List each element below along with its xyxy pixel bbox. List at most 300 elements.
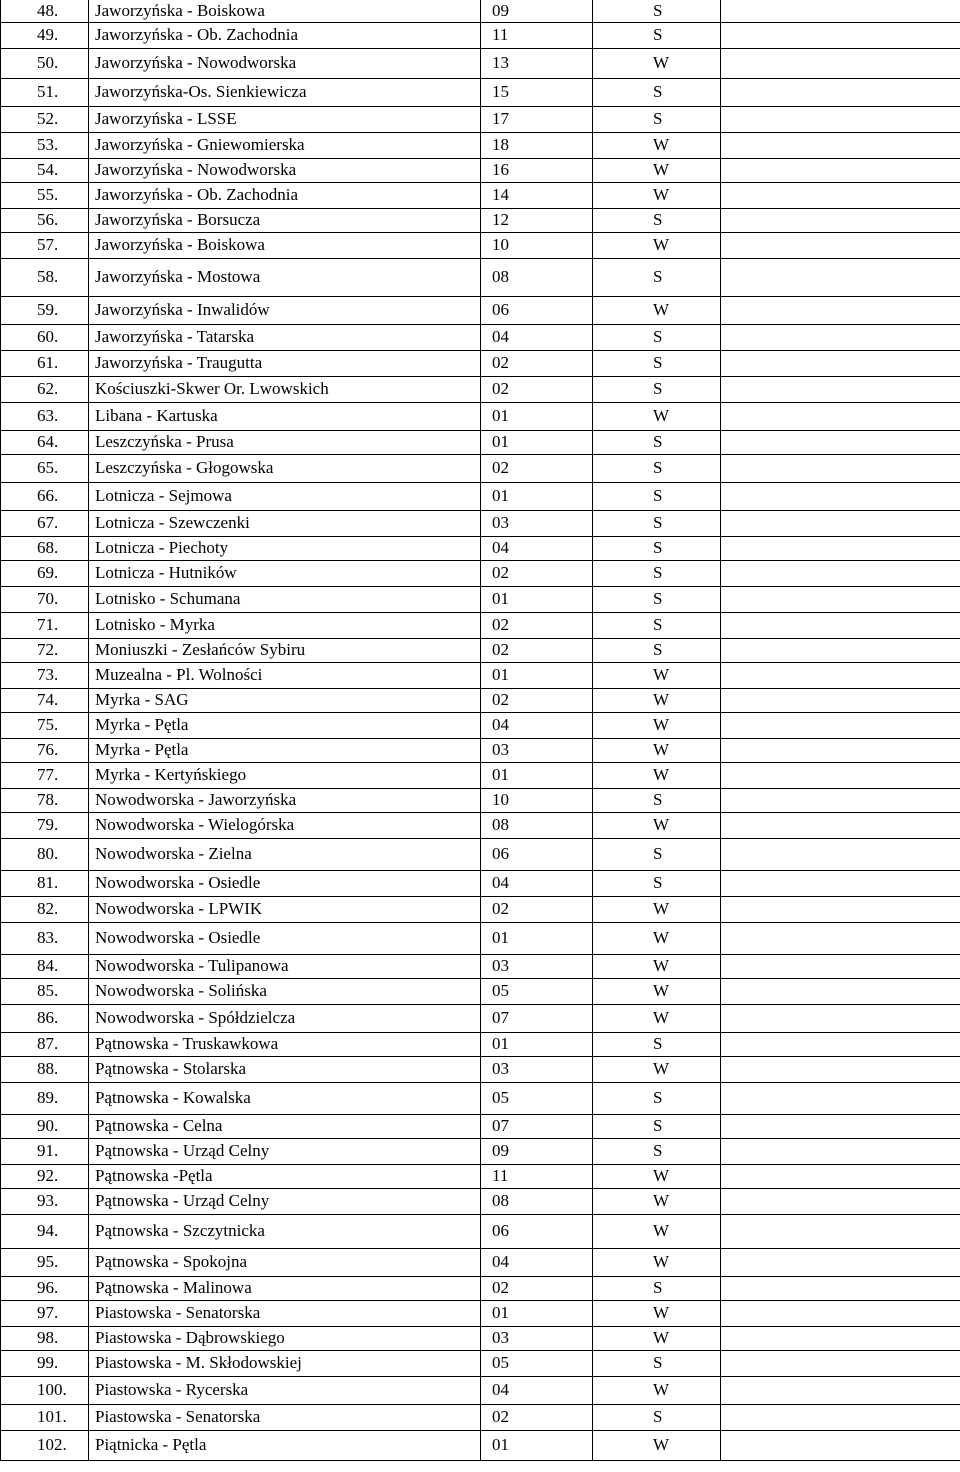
stop-name: Lotnicza - Sejmowa [89,482,481,510]
stop-name: Muzealna - Pl. Wolności [89,662,481,688]
table-row [1,922,960,954]
table-row [1,1004,960,1032]
stop-direction: W [593,812,721,838]
row-number: 53. [1,132,89,158]
stop-code: 01 [481,1032,593,1056]
stop-name: Jaworzyńska - Nowodworska [89,48,481,78]
empty-cell [721,838,960,870]
stop-code: 02 [481,1276,593,1300]
table-row [1,1404,960,1430]
empty-cell [721,788,960,812]
stop-code: 02 [481,1404,593,1430]
empty-cell [721,812,960,838]
table-row [1,158,960,182]
empty-cell [721,922,960,954]
stop-code: 03 [481,1056,593,1082]
stop-code: 02 [481,454,593,482]
row-number: 90. [1,1114,89,1138]
stop-name: Jaworzyńska - Boiskowa [89,232,481,258]
stop-name: Piastowska - Senatorska [89,1404,481,1430]
stop-name: Pątnowska - Stolarska [89,1056,481,1082]
table-row [1,536,960,560]
row-number: 88. [1,1056,89,1082]
stop-direction: W [593,182,721,208]
stop-direction: W [593,48,721,78]
stop-name: Leszczyńska - Głogowska [89,454,481,482]
row-number: 72. [1,638,89,662]
stop-code: 13 [481,48,593,78]
row-number: 64. [1,430,89,454]
table-row [1,350,960,376]
empty-cell [721,712,960,738]
table-row [1,454,960,482]
stop-direction: W [593,1300,721,1326]
stop-code: 03 [481,954,593,978]
row-number: 99. [1,1350,89,1376]
empty-cell [721,78,960,106]
stops-table-body [1,0,960,1460]
row-number: 69. [1,560,89,586]
table-row [1,22,960,48]
empty-cell [721,586,960,612]
stop-code: 01 [481,430,593,454]
row-number: 67. [1,510,89,536]
stop-code: 03 [481,738,593,762]
empty-cell [721,662,960,688]
stop-direction: S [593,1404,721,1430]
table-row [1,510,960,536]
empty-cell [721,688,960,712]
stop-direction: W [593,232,721,258]
row-number: 49. [1,22,89,48]
empty-cell [721,1430,960,1460]
stop-code: 17 [481,106,593,132]
stop-name: Pątnowska - Celna [89,1114,481,1138]
stop-name: Nowodworska - Zielna [89,838,481,870]
stop-code: 04 [481,324,593,350]
stop-code: 04 [481,536,593,560]
stop-name: Jaworzyńska-Os. Sienkiewicza [89,78,481,106]
empty-cell [721,0,960,22]
stop-direction: S [593,430,721,454]
stop-name: Myrka - SAG [89,688,481,712]
stop-code: 02 [481,612,593,638]
row-number: 74. [1,688,89,712]
stop-code: 10 [481,788,593,812]
stop-direction: W [593,738,721,762]
empty-cell [721,296,960,324]
stop-name: Libana - Kartuska [89,402,481,430]
row-number: 60. [1,324,89,350]
stop-name: Jaworzyńska - LSSE [89,106,481,132]
row-number: 86. [1,1004,89,1032]
table-row [1,612,960,638]
stop-name: Piastowska - Senatorska [89,1300,481,1326]
table-row [1,954,960,978]
stop-direction: S [593,78,721,106]
stop-code: 18 [481,132,593,158]
stop-name: Pątnowska - Szczytnicka [89,1214,481,1248]
table-row [1,1248,960,1276]
empty-cell [721,1138,960,1164]
empty-cell [721,232,960,258]
empty-cell [721,762,960,788]
stop-name: Pątnowska -Pętla [89,1164,481,1188]
stop-name: Jaworzyńska - Ob. Zachodnia [89,182,481,208]
table-row [1,1032,960,1056]
empty-cell [721,430,960,454]
stop-direction: S [593,482,721,510]
stop-direction: W [593,954,721,978]
table-row [1,1376,960,1404]
table-row [1,1214,960,1248]
stop-code: 15 [481,78,593,106]
row-number: 83. [1,922,89,954]
stop-direction: S [593,208,721,232]
stop-name: Myrka - Pętla [89,712,481,738]
table-row [1,48,960,78]
table-row [1,788,960,812]
empty-cell [721,870,960,896]
table-row [1,838,960,870]
stop-code: 06 [481,1214,593,1248]
stop-direction: S [593,1350,721,1376]
stop-code: 14 [481,182,593,208]
row-number: 102. [1,1430,89,1460]
table-row [1,0,960,22]
row-number: 93. [1,1188,89,1214]
table-row [1,762,960,788]
empty-cell [721,106,960,132]
row-number: 71. [1,612,89,638]
table-row [1,896,960,922]
stop-name: Nowodworska - LPWIK [89,896,481,922]
row-number: 101. [1,1404,89,1430]
stop-name: Jaworzyńska - Boiskowa [89,0,481,22]
stop-direction: S [593,350,721,376]
row-number: 84. [1,954,89,978]
empty-cell [721,158,960,182]
stop-name: Jaworzyńska - Traugutta [89,350,481,376]
table-row [1,1188,960,1214]
stop-code: 11 [481,22,593,48]
stop-code: 03 [481,1326,593,1350]
empty-cell [721,1004,960,1032]
table-row [1,1276,960,1300]
empty-cell [721,1188,960,1214]
table-row [1,1430,960,1460]
stop-name: Jaworzyńska - Borsucza [89,208,481,232]
row-number: 91. [1,1138,89,1164]
stop-direction: S [593,788,721,812]
row-number: 76. [1,738,89,762]
stop-code: 16 [481,158,593,182]
table-row [1,232,960,258]
stop-direction: S [593,586,721,612]
row-number: 73. [1,662,89,688]
stop-code: 06 [481,296,593,324]
empty-cell [721,560,960,586]
stop-code: 02 [481,638,593,662]
row-number: 89. [1,1082,89,1114]
stop-code: 07 [481,1004,593,1032]
stop-direction: S [593,838,721,870]
row-number: 95. [1,1248,89,1276]
empty-cell [721,1164,960,1188]
stop-direction: S [593,0,721,22]
table-row [1,1114,960,1138]
stop-direction: W [593,712,721,738]
row-number: 87. [1,1032,89,1056]
row-number: 85. [1,978,89,1004]
empty-cell [721,258,960,296]
stop-code: 01 [481,482,593,510]
empty-cell [721,978,960,1004]
table-row [1,482,960,510]
row-number: 48. [1,0,89,22]
stop-name: Piastowska - Dąbrowskiego [89,1326,481,1350]
stop-code: 08 [481,1188,593,1214]
stop-code: 04 [481,712,593,738]
stop-name: Nowodworska - Osiedle [89,922,481,954]
row-number: 78. [1,788,89,812]
row-number: 57. [1,232,89,258]
stop-direction: S [593,454,721,482]
stop-code: 11 [481,1164,593,1188]
row-number: 81. [1,870,89,896]
row-number: 66. [1,482,89,510]
stop-code: 01 [481,1430,593,1460]
row-number: 77. [1,762,89,788]
stop-name: Jaworzyńska - Inwalidów [89,296,481,324]
stop-direction: W [593,1056,721,1082]
stop-direction: W [593,1376,721,1404]
row-number: 62. [1,376,89,402]
stop-code: 03 [481,510,593,536]
row-number: 75. [1,712,89,738]
stop-name: Pątnowska - Malinowa [89,1276,481,1300]
stop-direction: W [593,402,721,430]
table-row [1,662,960,688]
empty-cell [721,132,960,158]
stop-code: 01 [481,762,593,788]
empty-cell [721,22,960,48]
empty-cell [721,638,960,662]
table-row [1,106,960,132]
table-row [1,430,960,454]
empty-cell [721,1248,960,1276]
stop-direction: W [593,662,721,688]
stop-name: Jaworzyńska - Ob. Zachodnia [89,22,481,48]
stop-name: Nowodworska - Spółdzielcza [89,1004,481,1032]
table-row [1,1300,960,1326]
table-row [1,296,960,324]
stop-name: Lotnicza - Szewczenki [89,510,481,536]
table-row [1,586,960,612]
stop-direction: S [593,376,721,402]
row-number: 97. [1,1300,89,1326]
stop-direction: W [593,688,721,712]
table-row [1,258,960,296]
empty-cell [721,454,960,482]
row-number: 56. [1,208,89,232]
empty-cell [721,482,960,510]
stop-code: 12 [481,208,593,232]
empty-cell [721,1404,960,1430]
row-number: 65. [1,454,89,482]
table-row [1,376,960,402]
stop-name: Pątnowska - Urząd Celny [89,1188,481,1214]
stop-name: Nowodworska - Solińska [89,978,481,1004]
row-number: 70. [1,586,89,612]
table-row [1,712,960,738]
stop-code: 02 [481,376,593,402]
stop-direction: S [593,258,721,296]
table-row [1,1138,960,1164]
stop-name: Nowodworska - Jaworzyńska [89,788,481,812]
stop-name: Pątnowska - Spokojna [89,1248,481,1276]
stop-direction: S [593,324,721,350]
empty-cell [721,954,960,978]
table-row [1,688,960,712]
stop-name: Piastowska - Rycerska [89,1376,481,1404]
row-number: 51. [1,78,89,106]
stop-code: 04 [481,1376,593,1404]
empty-cell [721,182,960,208]
stop-direction: S [593,106,721,132]
stop-direction: W [593,1188,721,1214]
row-number: 98. [1,1326,89,1350]
empty-cell [721,1276,960,1300]
stop-code: 07 [481,1114,593,1138]
stop-direction: W [593,296,721,324]
stop-direction: W [593,1164,721,1188]
empty-cell [721,1326,960,1350]
stop-name: Pątnowska - Kowalska [89,1082,481,1114]
empty-cell [721,896,960,922]
row-number: 80. [1,838,89,870]
stop-code: 04 [481,1248,593,1276]
stop-direction: W [593,762,721,788]
stop-code: 02 [481,896,593,922]
table-row [1,870,960,896]
stop-direction: S [593,638,721,662]
row-number: 63. [1,402,89,430]
row-number: 59. [1,296,89,324]
stop-direction: W [593,1248,721,1276]
table-row [1,812,960,838]
stop-code: 05 [481,1082,593,1114]
empty-cell [721,1300,960,1326]
stop-name: Jaworzyńska - Nowodworska [89,158,481,182]
stop-code: 01 [481,402,593,430]
stop-code: 02 [481,560,593,586]
stop-direction: S [593,22,721,48]
stop-direction: S [593,536,721,560]
stop-name: Jaworzyńska - Mostowa [89,258,481,296]
stop-direction: S [593,1082,721,1114]
stop-code: 10 [481,232,593,258]
empty-cell [721,536,960,560]
table-row [1,638,960,662]
table-row [1,78,960,106]
stop-direction: S [593,870,721,896]
table-row [1,738,960,762]
table-row [1,208,960,232]
table-row [1,1350,960,1376]
empty-cell [721,1082,960,1114]
stop-direction: S [593,510,721,536]
stop-name: Leszczyńska - Prusa [89,430,481,454]
table-row [1,978,960,1004]
stop-name: Jaworzyńska - Gniewomierska [89,132,481,158]
empty-cell [721,1350,960,1376]
row-number: 96. [1,1276,89,1300]
stop-name: Nowodworska - Wielogórska [89,812,481,838]
stop-direction: S [593,1114,721,1138]
table-row [1,1082,960,1114]
stop-code: 08 [481,812,593,838]
stop-code: 08 [481,258,593,296]
stop-direction: S [593,1276,721,1300]
empty-cell [721,1056,960,1082]
row-number: 68. [1,536,89,560]
row-number: 79. [1,812,89,838]
stop-name: Jaworzyńska - Tatarska [89,324,481,350]
stop-direction: W [593,978,721,1004]
row-number: 50. [1,48,89,78]
stop-name: Pątnowska - Urząd Celny [89,1138,481,1164]
row-number: 55. [1,182,89,208]
empty-cell [721,376,960,402]
stop-direction: S [593,560,721,586]
stop-code: 01 [481,586,593,612]
row-number: 58. [1,258,89,296]
stop-code: 06 [481,838,593,870]
empty-cell [721,1214,960,1248]
stop-code: 05 [481,1350,593,1376]
stop-direction: W [593,1214,721,1248]
table-row [1,324,960,350]
stop-name: Nowodworska - Osiedle [89,870,481,896]
stop-name: Piątnicka - Pętla [89,1430,481,1460]
row-number: 61. [1,350,89,376]
empty-cell [721,510,960,536]
empty-cell [721,612,960,638]
stop-code: 01 [481,662,593,688]
stop-code: 02 [481,350,593,376]
empty-cell [721,350,960,376]
stop-code: 02 [481,688,593,712]
stop-name: Lotnicza - Piechoty [89,536,481,560]
table-row [1,182,960,208]
stop-direction: W [593,1326,721,1350]
empty-cell [721,1032,960,1056]
stop-direction: S [593,1138,721,1164]
stop-name: Lotnisko - Myrka [89,612,481,638]
table-row [1,1326,960,1350]
stop-name: Nowodworska - Tulipanowa [89,954,481,978]
stop-direction: W [593,896,721,922]
table-row [1,132,960,158]
row-number: 54. [1,158,89,182]
stop-code: 01 [481,1300,593,1326]
stop-name: Piastowska - M. Skłodowskiej [89,1350,481,1376]
row-number: 100. [1,1376,89,1404]
stop-code: 01 [481,922,593,954]
empty-cell [721,48,960,78]
empty-cell [721,324,960,350]
